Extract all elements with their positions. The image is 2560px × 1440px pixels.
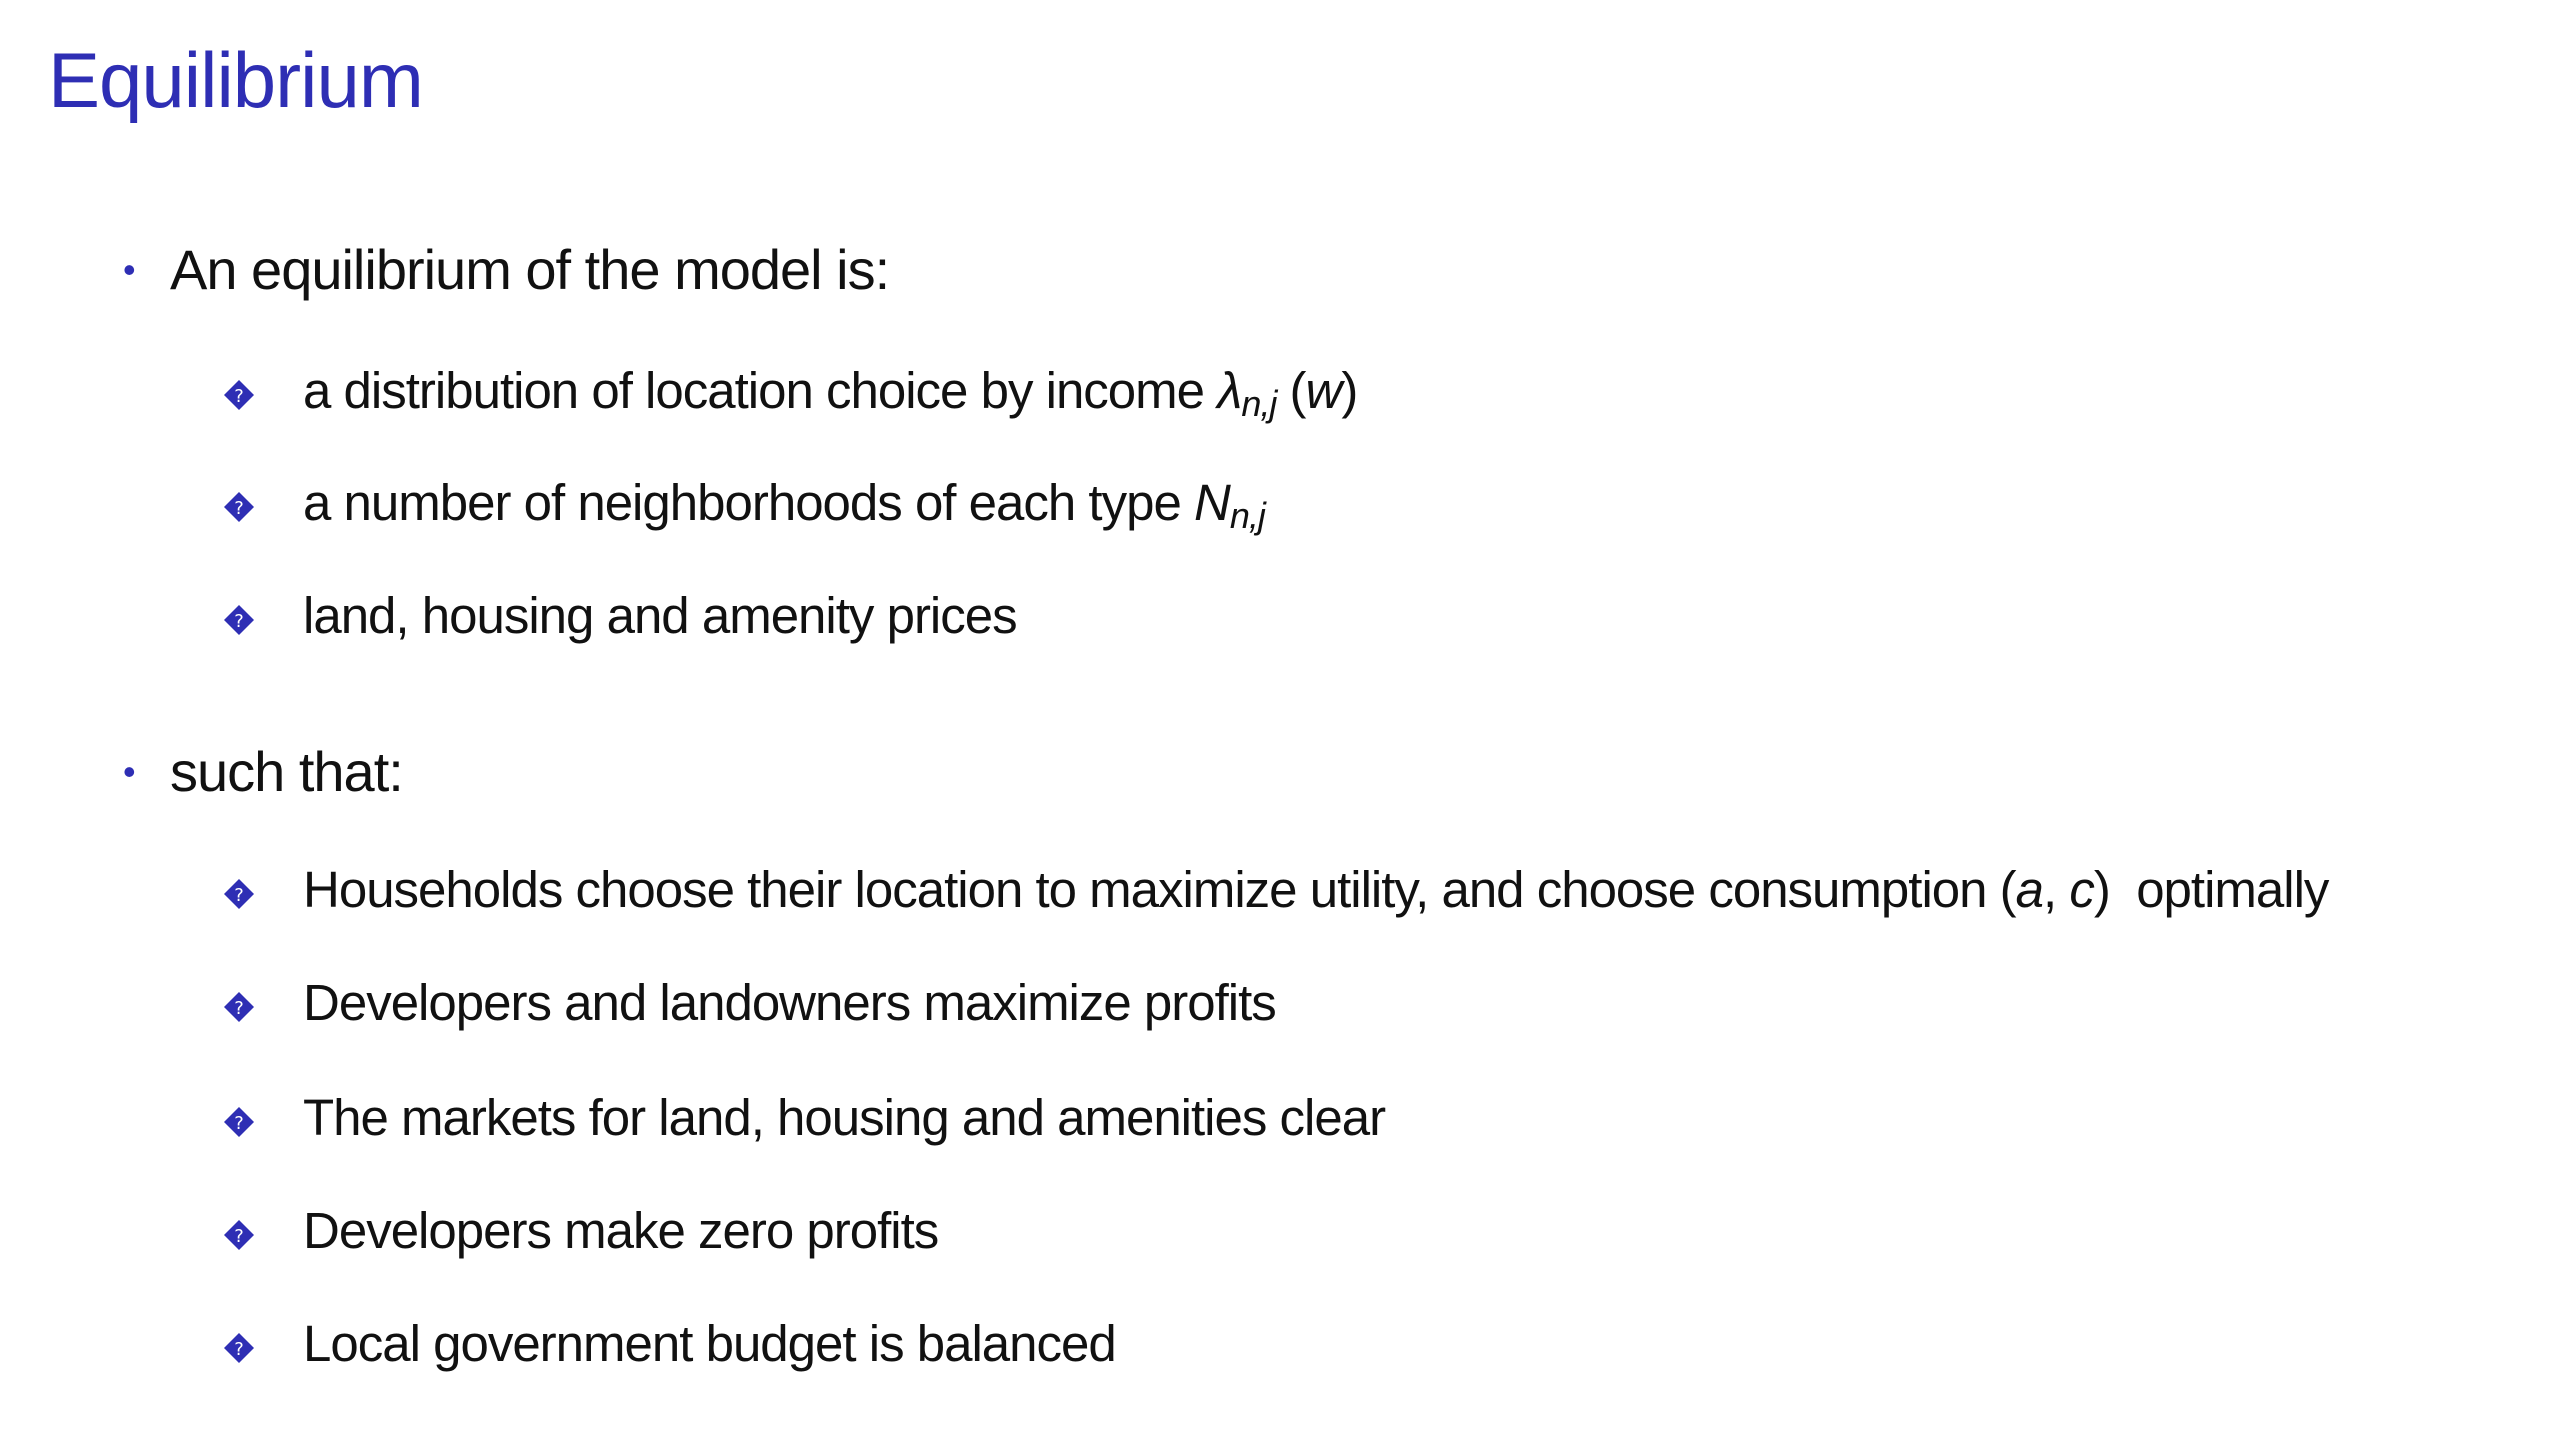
list-item-text: Households choose their location to maximize utility, and choose consumption	[303, 861, 2000, 918]
lambda-subscript: n,j	[1241, 383, 1277, 424]
n-subscript: n,j	[1229, 495, 1265, 536]
a-variable: a	[2015, 861, 2044, 918]
list-item-location-distribution	[303, 362, 1357, 424]
list-item-budget-balanced: Local government budget is balanced	[303, 1315, 1116, 1372]
svg-text:?: ?	[234, 611, 244, 632]
svg-text:?: ?	[234, 885, 244, 906]
comma-separator: ,	[2043, 861, 2070, 918]
svg-text:?: ?	[234, 386, 244, 407]
svg-text:?: ?	[234, 998, 244, 1019]
list-item-households	[303, 861, 2328, 920]
section-heading-equilibrium: An equilibrium of the model is:	[170, 238, 890, 301]
svg-text:?: ?	[234, 1226, 244, 1247]
diamond-bullet-icon	[222, 877, 256, 911]
n-symbol: N	[1193, 474, 1230, 531]
list-item-developers-profits: Developers and landowners maximize profits	[303, 974, 1276, 1031]
bullet-dot-icon: •	[123, 751, 136, 792]
list-item-text: a number of neighborhoods of each type	[303, 474, 1194, 531]
open-paren: (	[1999, 861, 2016, 918]
list-item-markets-clear: The markets for land, housing and amenities clear	[303, 1089, 1386, 1146]
section-heading-such-that: such that:	[170, 740, 403, 803]
c-variable: c	[2069, 861, 2094, 918]
diamond-bullet-icon	[222, 1331, 256, 1365]
lambda-symbol: λ	[1217, 362, 1242, 419]
list-item-text-after: optimally	[2109, 861, 2329, 918]
list-item-zero-profits: Developers make zero profits	[303, 1202, 939, 1259]
list-item-neighborhood-count	[303, 474, 1265, 536]
list-item-prices: land, housing and amenity prices	[303, 587, 1017, 644]
diamond-bullet-icon	[222, 990, 256, 1024]
list-item-text: a distribution of location choice by income	[303, 362, 1218, 419]
diamond-bullet-icon	[222, 378, 256, 412]
open-paren: (	[1289, 362, 1306, 419]
svg-text:?: ?	[234, 498, 244, 519]
bullet-dot-icon: •	[123, 249, 136, 290]
diamond-bullet-icon	[222, 490, 256, 524]
wage-variable: w	[1305, 362, 1342, 419]
diamond-bullet-icon	[222, 1105, 256, 1139]
svg-text:?: ?	[234, 1113, 244, 1134]
close-paren: )	[1341, 362, 1358, 419]
diamond-bullet-icon	[222, 603, 256, 637]
close-paren: )	[2093, 861, 2110, 918]
svg-text:?: ?	[234, 1339, 244, 1360]
diamond-bullet-icon	[222, 1218, 256, 1252]
slide-title: Equilibrium	[48, 36, 423, 124]
